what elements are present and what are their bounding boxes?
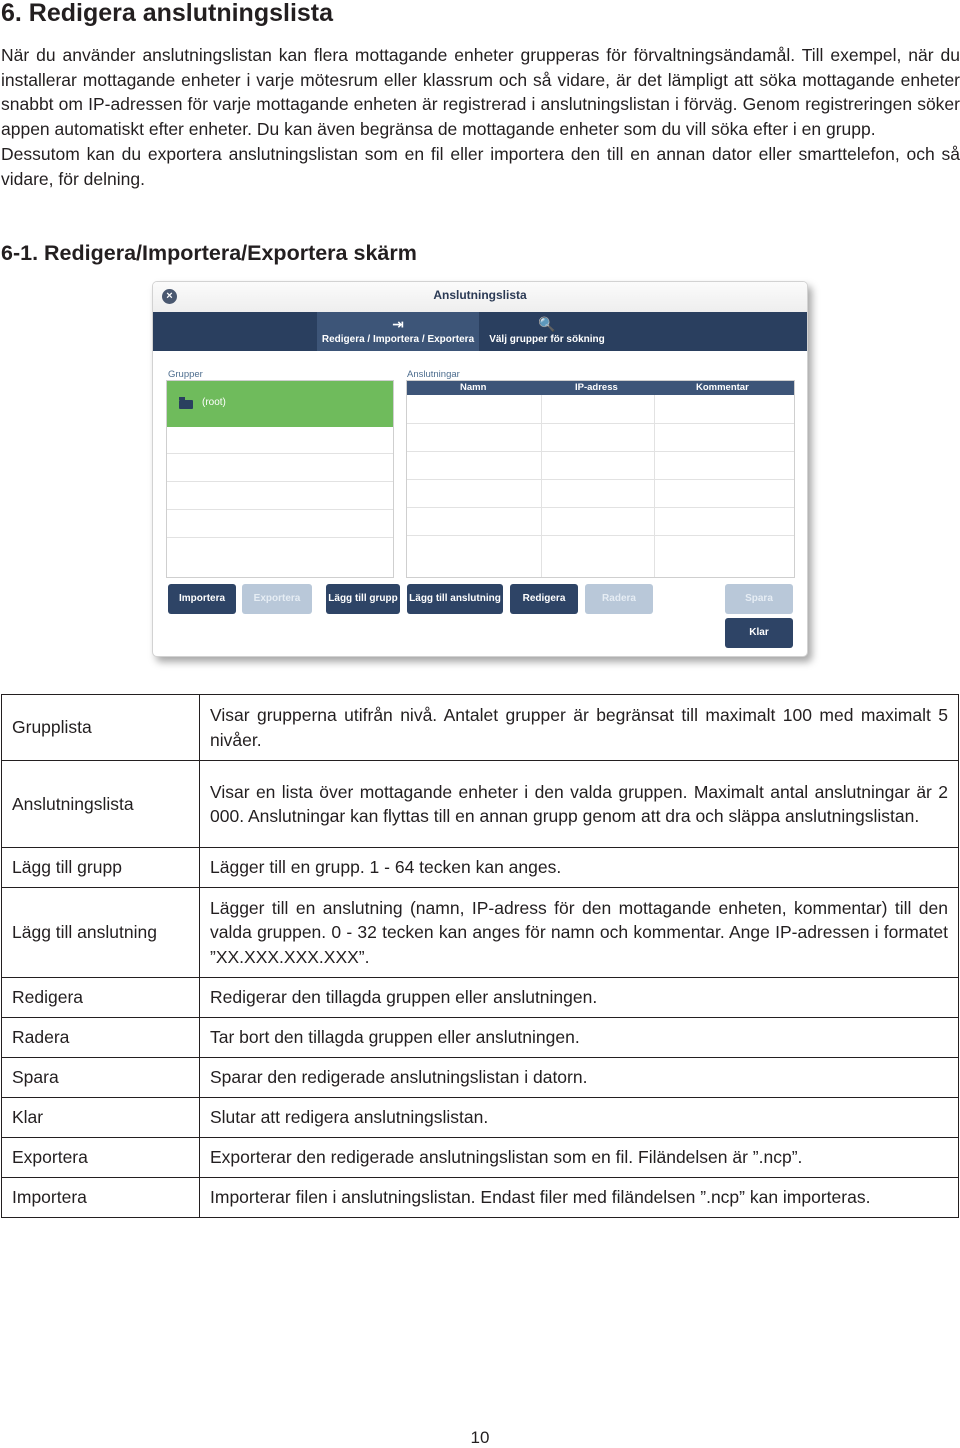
table-row [2,978,959,1018]
table-row [2,1178,959,1218]
row-divider [167,509,393,510]
table-description: Tar bort den tillagda gruppen eller anslutningen. [200,1018,959,1058]
table-term: Lägg till anslutning [2,888,200,978]
column-name[interactable]: Namn [460,382,487,393]
connection-list[interactable] [406,380,795,578]
connection-list-header [407,381,794,395]
group-item-root[interactable] [167,381,393,427]
connections-label: Anslutningar [407,369,460,380]
table-row [2,1098,959,1138]
add-connection-button[interactable]: Lägg till anslutning [407,584,503,614]
table-description: Lägger till en grupp. 1 - 64 tecken kan anges. [200,848,959,888]
save-button[interactable]: Spara [725,584,793,614]
toolbar [153,312,807,351]
row-divider [167,481,393,482]
section-heading: 6-1. Redigera/Importera/Exportera skärm [1,241,417,265]
table-term: Radera [2,1018,200,1058]
table-description: Importerar filen i anslutningslistan. Endast filer med filändelsen ”.ncp” kan importeras. [200,1178,959,1218]
column-ip-address[interactable]: IP-adress [575,382,618,393]
table-row [2,1058,959,1098]
table-description: Visar grupperna utifrån nivå. Antalet grupper är begränsat till maximalt 100 med maximalt 5 nivåer. [200,695,959,761]
function-description-table [1,694,959,1218]
table-description: Sparar den redigerade anslutningslistan i datorn. [200,1058,959,1098]
group-list[interactable] [166,380,394,578]
window-title: Anslutningslista [433,288,527,302]
row-divider [407,423,794,424]
table-row [2,761,959,848]
row-divider [407,507,794,508]
row-divider [407,535,794,536]
table-description: Visar en lista över mottagande enheter i den valda gruppen. Maximalt antal anslutningar är 2 000. Anslutningar kan flyttas till en annan grupp genom att dra och släppa anslutningslistan. [200,761,959,848]
table-term: Exportera [2,1138,200,1178]
tab-label: Välj grupper för sökning [489,334,605,345]
page-heading: 6. Redigera anslutningslista [1,0,334,27]
table-term: Spara [2,1058,200,1098]
close-icon[interactable]: × [162,289,177,304]
column-comment[interactable]: Kommentar [696,382,749,393]
table-row [2,695,959,761]
row-divider [407,451,794,452]
folder-icon [179,400,193,409]
group-name: (root) [202,397,226,408]
tab-select-search-groups[interactable] [483,312,611,351]
table-term: Grupplista [2,695,200,761]
edit-button[interactable]: Redigera [510,584,578,614]
search-icon: 🔍 [538,316,556,332]
table-term: Klar [2,1098,200,1138]
table-term: Importera [2,1178,200,1218]
table-row [2,1138,959,1178]
row-divider [167,453,393,454]
tab-label: Redigera / Importera / Exportera [321,334,475,345]
table-row [2,888,959,978]
done-button[interactable]: Klar [725,618,793,648]
table-term: Lägg till grupp [2,848,200,888]
intro-text [1,43,960,191]
table-row [2,1018,959,1058]
table-row [2,848,959,888]
import-button[interactable]: Importera [168,584,236,614]
table-description: Exporterar den redigerade anslutningslistan som en fil. Filändelsen är ”.ncp”. [200,1138,959,1178]
delete-button[interactable]: Radera [585,584,653,614]
table-description: Slutar att redigera anslutningslistan. [200,1098,959,1138]
table-description: Lägger till en anslutning (namn, IP-adress för den mottagande enheten, kommentar) till den valda gruppen. 0 - 32 tecken kan anges för namn och kommentar. Ange IP-adressen i formatet ”XX.XXX.XXX.XXX”. [200,888,959,978]
intro-paragraph: Dessutom kan du exportera anslutningslistan som en fil eller importera den till en annan dator eller smarttelefon, och så vidare, för delning. [1,143,960,189]
window-titlebar [153,282,807,313]
table-term: Redigera [2,978,200,1018]
row-divider [167,537,393,538]
groups-label: Grupper [168,369,203,380]
tab-edit-import-export[interactable] [317,312,479,351]
table-term: Anslutningslista [2,761,200,848]
connection-list-window [152,281,808,657]
page-number: 10 [470,1428,490,1447]
row-divider [407,479,794,480]
table-description: Redigerar den tillagda gruppen eller anslutningen. [200,978,959,1018]
import-export-icon: ⇥ [392,316,404,332]
intro-paragraph: När du använder anslutningslistan kan flera mottagande enheter grupperas för förvaltningsändamål. Till exempel, när du installerar mottagande enheter i varje mötesrum eller klassrum och så vidare, är det lämpligt att söka mottagande enheter snabbt om IP-adressen för varje mottagande enheten är registrerad i anslutningslistan i förväg. Genom registreringen söker appen automatiskt efter enheter. Du kan även begränsa de mottagande enheter som du vill söka efter i en grupp. [1,45,960,140]
add-group-button[interactable]: Lägg till grupp [326,584,400,614]
export-button[interactable]: Exportera [242,584,312,614]
